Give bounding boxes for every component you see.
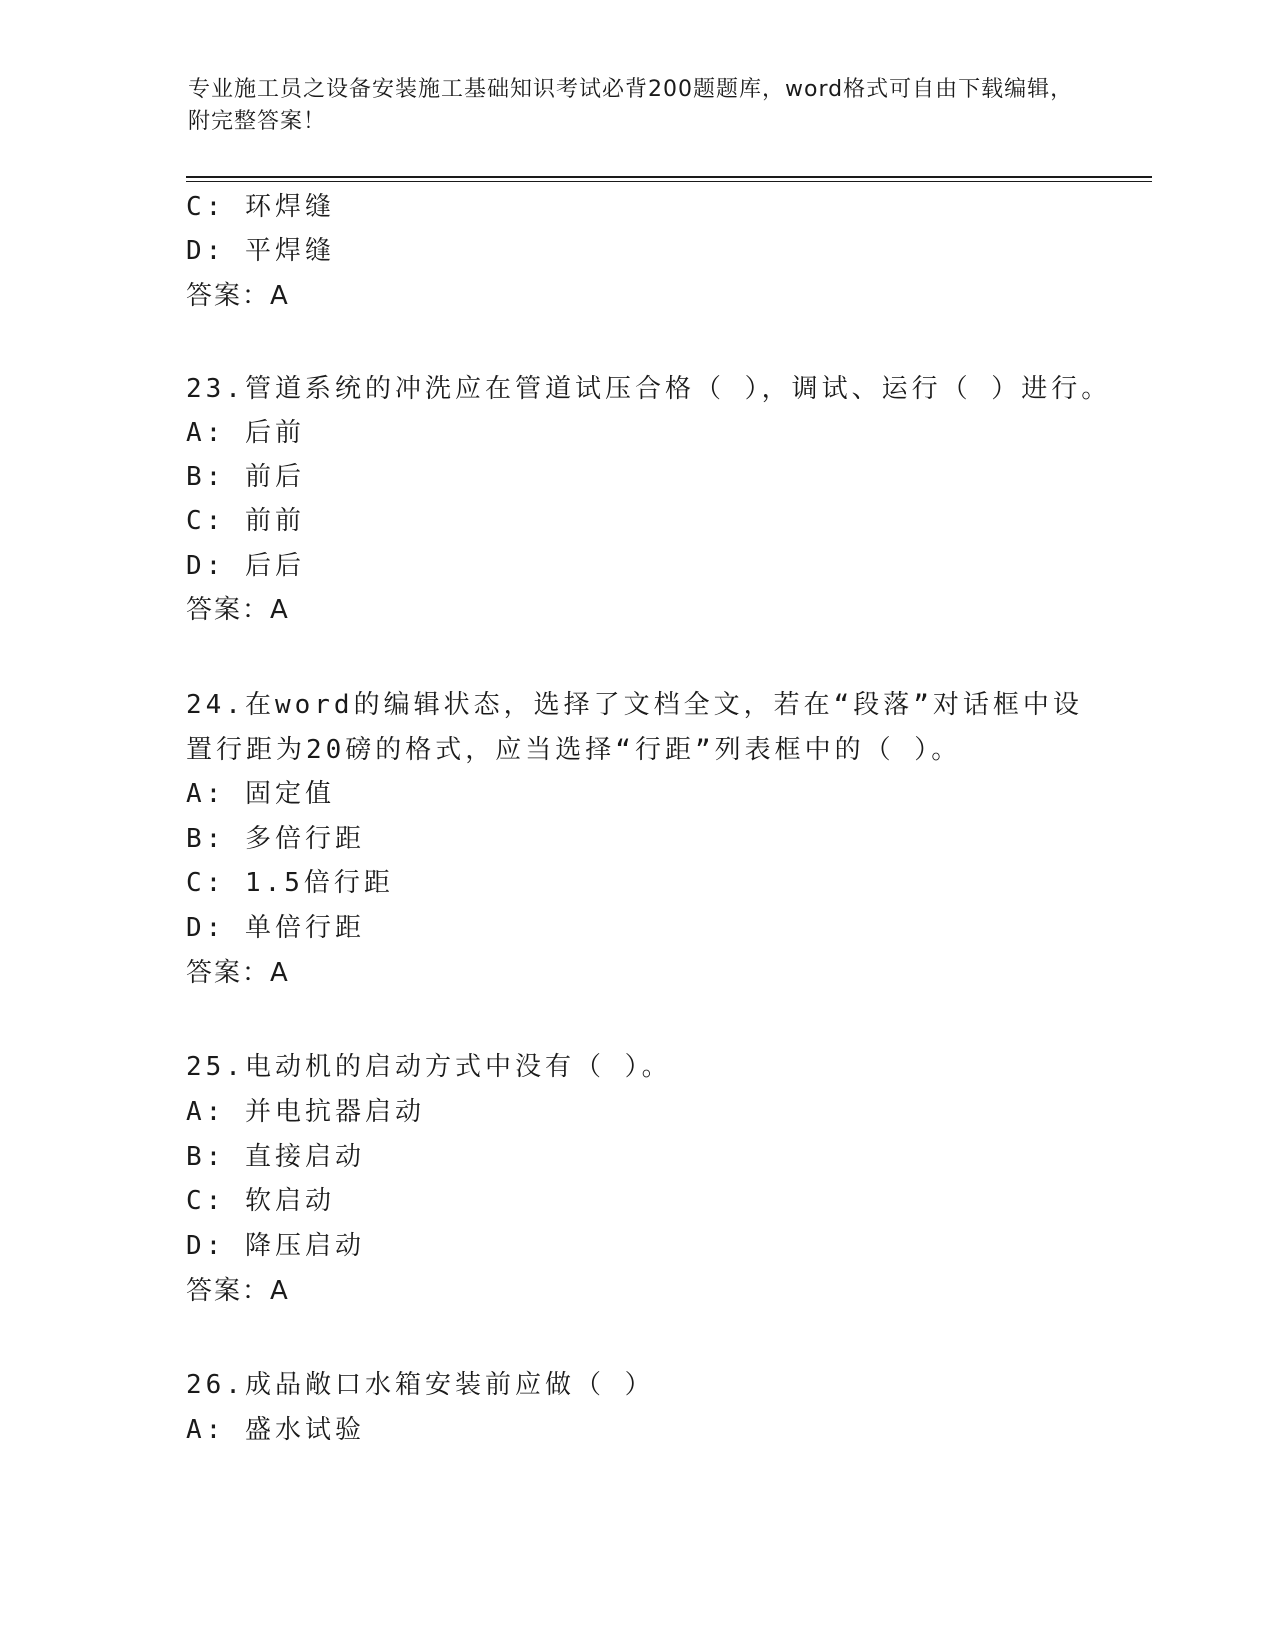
q23-question: 23.管道系统的冲洗应在管道试压合格（ ），调试、运行（ ）进行。 bbox=[186, 374, 1112, 404]
q25-option-a: A: 并电抗器启动 bbox=[186, 1097, 425, 1127]
header-divider bbox=[186, 176, 1152, 178]
q22-option-d: D: 平焊缝 bbox=[186, 236, 335, 266]
q25-option-c: C: 软启动 bbox=[186, 1186, 335, 1216]
q24-answer: 答案：A bbox=[186, 958, 290, 988]
q26-question: 26.成品敞口水箱安装前应做（ ） bbox=[186, 1370, 655, 1400]
q24-question-line1: 24.在word的编辑状态，选择了文档全文，若在“段落”对话框中设 bbox=[186, 690, 1083, 720]
q25-option-b: B: 直接启动 bbox=[186, 1142, 365, 1172]
header-divider-thin bbox=[186, 181, 1152, 182]
q24-option-a: A: 固定值 bbox=[186, 779, 335, 809]
q23-option-b: B: 前后 bbox=[186, 462, 305, 492]
q23-answer: 答案：A bbox=[186, 595, 290, 625]
q25-option-d: D: 降压启动 bbox=[186, 1231, 365, 1261]
document-header: 专业施工员之设备安装施工基础知识考试必背200题题库，word格式可自由下载编辑，附完整答案！ bbox=[188, 77, 1074, 134]
q22-answer: 答案：A bbox=[186, 281, 290, 311]
q23-option-c: C: 前前 bbox=[186, 506, 305, 536]
q26-option-a: A: 盛水试验 bbox=[186, 1415, 365, 1445]
q24-option-d: D: 单倍行距 bbox=[186, 913, 365, 943]
q24-option-b: B: 多倍行距 bbox=[186, 824, 365, 854]
q22-option-c: C: 环焊缝 bbox=[186, 192, 335, 222]
q23-option-d: D: 后后 bbox=[186, 551, 305, 581]
q25-question: 25.电动机的启动方式中没有（ ）。 bbox=[186, 1052, 672, 1082]
q24-question-line2: 置行距为20磅的格式，应当选择“行距”列表框中的（ ）。 bbox=[186, 735, 962, 765]
q24-option-c: C: 1.5倍行距 bbox=[186, 868, 394, 898]
q23-option-a: A: 后前 bbox=[186, 418, 305, 448]
q25-answer: 答案：A bbox=[186, 1276, 290, 1306]
